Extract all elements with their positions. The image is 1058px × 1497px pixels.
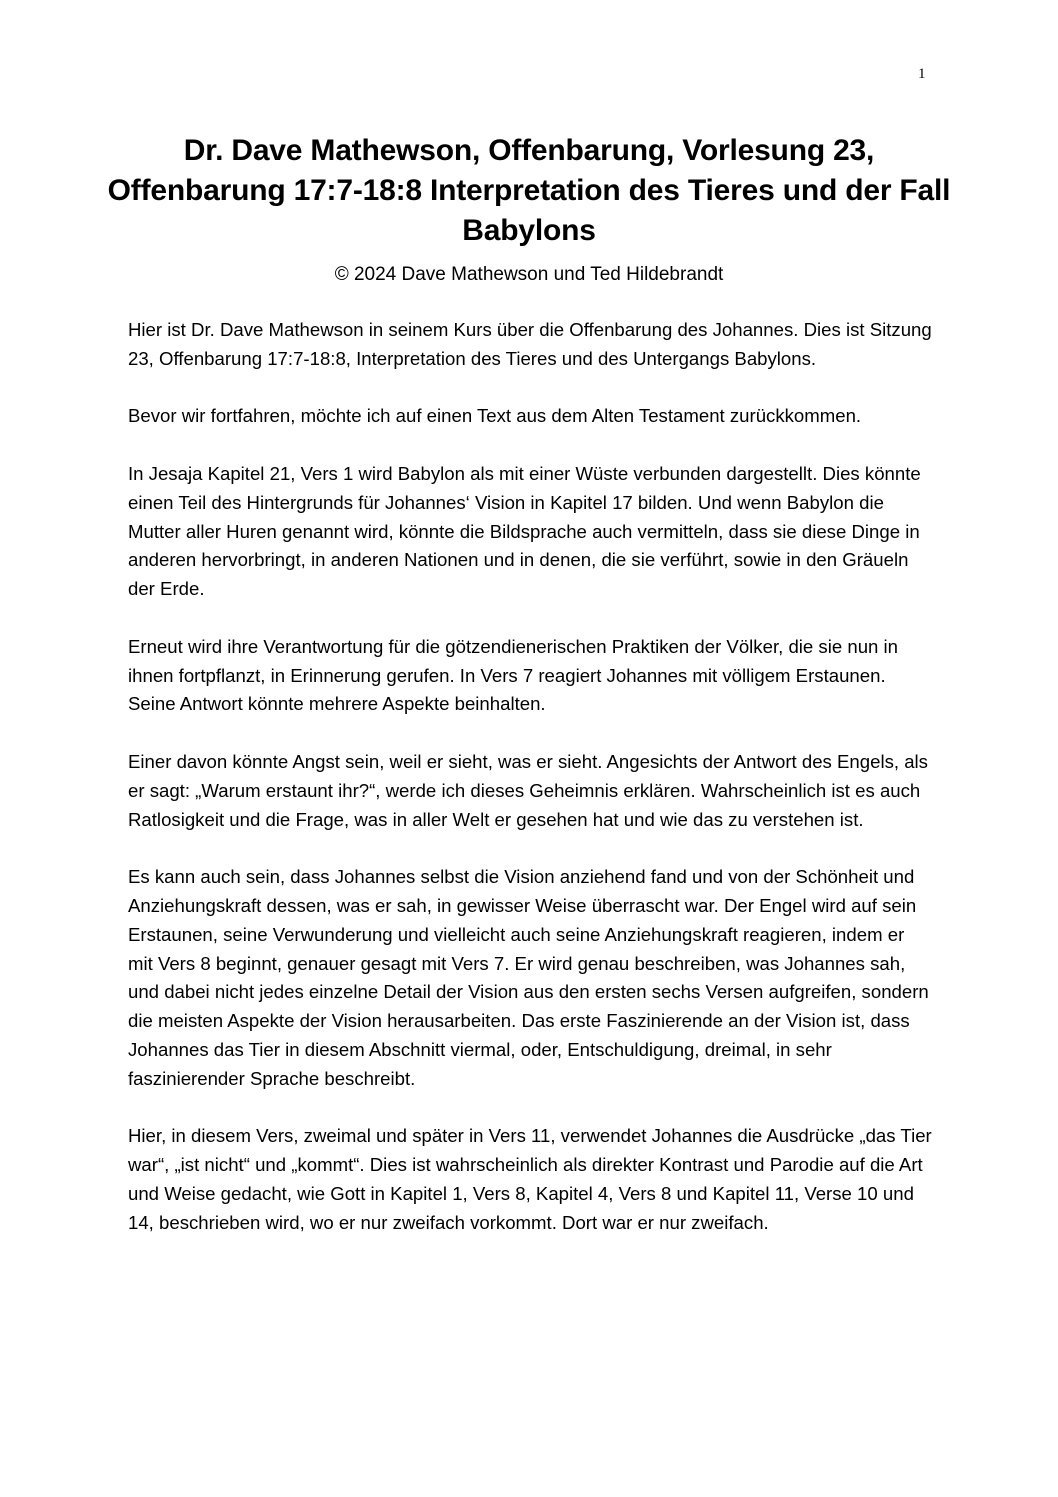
paragraph-intro: Hier ist Dr. Dave Mathewson in seinem Kurs über die Offenbarung des Johannes. Dies ist Sitzung 23, Offenbarung 17:7-18:8, Interpretation des Tieres und des Untergangs Babylons.: [128, 319, 932, 369]
paragraph: Bevor wir fortfahren, möchte ich auf einen Text aus dem Alten Testament zurückkommen.: [128, 405, 862, 427]
paragraph: Hier, in diesem Vers, zweimal und später in Vers 11, verwendet Johannes die Ausdrücke „das Tier war“, „ist nicht“ und „kommt“. Dies ist wahrscheinlich als direkter Kontrast und Parodie auf die Art und Weise gedacht, wie Gott in Kapitel 1, Vers 8, Kapitel 4, Vers 8 und Kapitel 11, Verse 10 und 14, beschrieben wird, wo er nur zweifach vorkommt. Dort war er nur zweifach.: [128, 1125, 932, 1233]
paragraph: Einer davon könnte Angst sein, weil er sieht, was er sieht. Angesichts der Antwort des Engels, als er sagt: „Warum erstaunt ihr?“, werde ich dieses Geheimnis erklären. Wahrscheinlich ist es auch Ratlosigkeit und die Frage, was in aller Welt er gesehen hat und wie das zu verstehen ist.: [128, 750, 928, 830]
document-title: Dr. Dave Mathewson, Offenbarung, Vorlesung 23, Offenbarung 17:7-18:8 Interpretation des Tieres und der Fall Babylons: [107, 134, 951, 247]
paragraph: Es kann auch sein, dass Johannes selbst die Vision anziehend fand und von der Schönheit und Anziehungskraft dessen, was er sah, in gewisser Weise überrascht war. Der Engel wird auf sein Erstaunen, seine Verwunderung und vielleicht auch seine Anziehungskraft reagieren, indem er mit Vers 8 beginnt, genauer gesagt mit Vers 7. Er wird genau beschreiben, was Johannes sah, und dabei nicht jedes einzelne Detail der Vision aus den ersten sechs Versen aufgreifen, sondern die meisten Aspekte der Vision herausarbeiten. Das erste Faszinierende an der Vision ist, dass Johannes das Tier in diesem Abschnitt viermal, oder, Entschuldigung, dreimal, in sehr faszinierender Sprache beschreibt.: [128, 866, 929, 1089]
paragraph: In Jesaja Kapitel 21, Vers 1 wird Babylon als mit einer Wüste verbunden dargestellt. Dies könnte einen Teil des Hintergrunds für Johannes‘ Vision in Kapitel 17 bilden. Und wenn Babylon die Mutter aller Huren genannt wird, könnte die Bildsprache auch vermitteln, dass sie diese Dinge in anderen hervorbringt, in anderen Nationen und in denen, die sie verführt, sowie in den Gräueln der Erde.: [128, 462, 921, 600]
page-number: 1: [918, 66, 926, 82]
paragraph: Erneut wird ihre Verantwortung für die götzendienerischen Praktiken der Völker, die sie nun in ihnen fortpflanzt, in Erinnerung gerufen. In Vers 7 reagiert Johannes mit völligem Erstaunen. Seine Antwort könnte mehrere Aspekte beinhalten.: [128, 635, 899, 715]
copyright-line: © 2024 Dave Mathewson und Ted Hildebrandt: [334, 264, 724, 285]
document-body: [128, 316, 934, 1266]
